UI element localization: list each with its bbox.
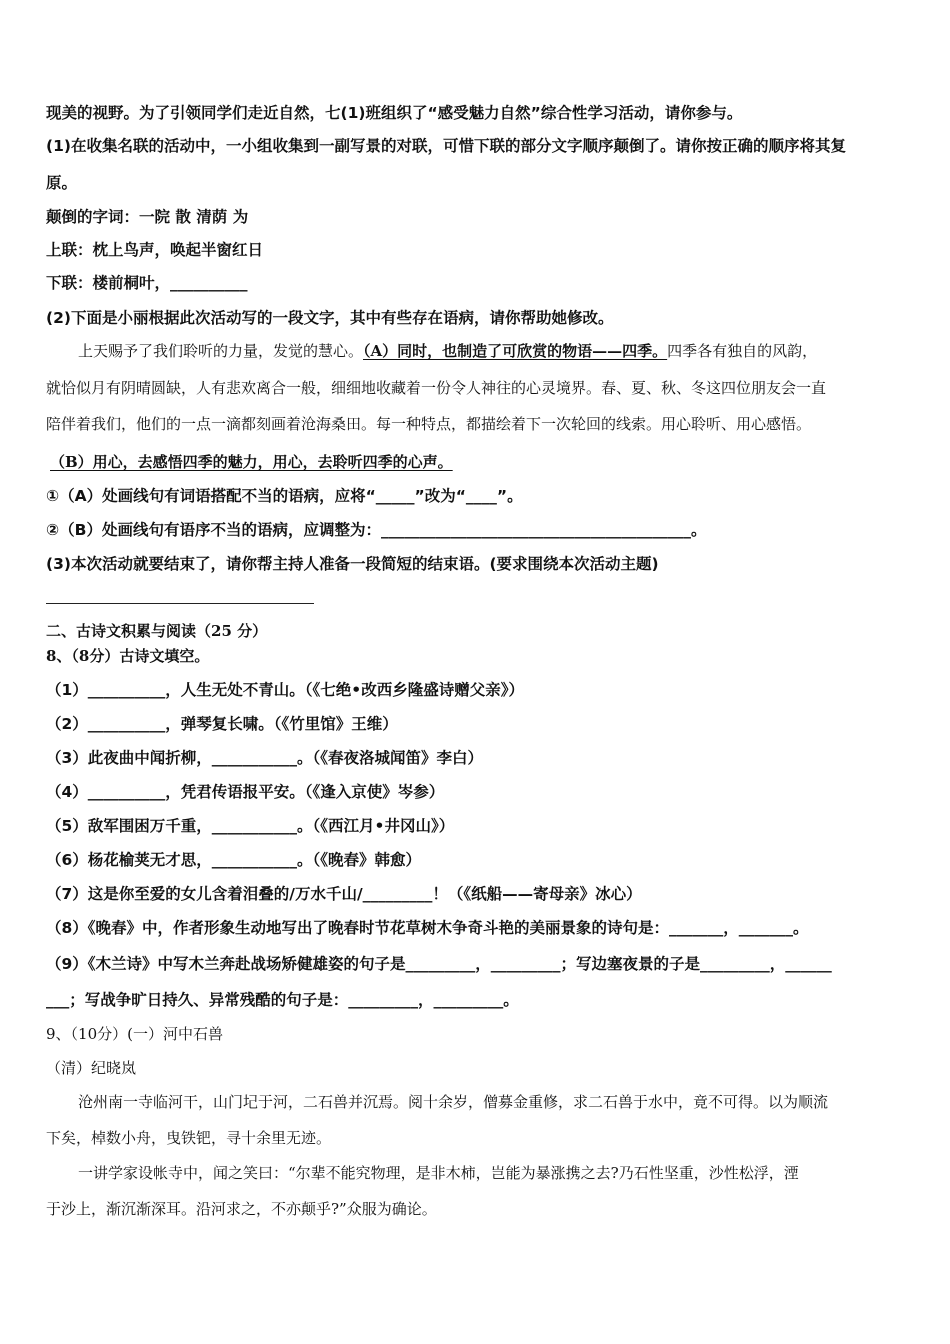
q9-author: （清）纪晓岚	[46, 1059, 137, 1077]
section-2-title: 二、古诗文积累与阅读（25 分）	[46, 622, 268, 640]
q1-stem: (1)在收集名联的活动中，一小组收集到一副写景的对联，可惜下联的部分文字顺序颠倒了。请你按正确的顺序将其复	[46, 137, 846, 155]
q8-item-1: （1）__________，人生无处不青山。（《七绝•改西乡隆盛诗赠父亲》）	[46, 681, 524, 699]
q1-stem-cont: 原。	[46, 174, 78, 192]
q2-stem: (2)下面是小丽根据此次活动写的一段文字，其中有些存在语病，请你帮助她修改。	[46, 309, 614, 327]
q2-sentence-a: （A）同时，也制造了可欣赏的物语——四季。	[363, 342, 668, 360]
q8-item-2: （2）__________，弹琴复长啸。（《竹里馆》王维）	[46, 715, 398, 733]
q9-passage-line-3: 一讲学家设帐寺中，闻之笑曰：“尔辈不能究物理，是非木柿，岂能为暴涨携之去?乃石性坚重，沙性松浮，湮	[78, 1164, 799, 1182]
q9-passage-line-2: 下矣，棹数小舟，曳铁钯，寻十余里无迹。	[46, 1129, 332, 1147]
q1-lower-couplet: 下联：楼前桐叶，__________	[46, 274, 248, 292]
q8-item-6: （6）杨花榆荚无才思，___________。（《晚春》韩愈）	[46, 851, 422, 869]
q9-passage-line-4: 于沙上，渐沉渐深耳。沿河求之，不亦颠乎?”众服为确论。	[46, 1200, 437, 1218]
q2-passage-text: 上天赐予了我们聆听的力量，发觉的慧心。	[78, 342, 364, 360]
q2-passage-line-1	[78, 341, 948, 361]
q1-upper-couplet: 上联：枕上鸟声，唤起半窗红日	[46, 241, 264, 259]
q8-item-9: （9）《木兰诗》中写木兰奔赴战场矫健雄姿的句子是_________，_________；写边塞夜景的子是_________，______	[46, 955, 832, 973]
answer-line	[46, 603, 314, 604]
q1-words: 颠倒的字词：一院 散 清荫 为	[46, 208, 249, 226]
q8-item-3: （3）此夜曲中闻折柳，___________。（《春夜洛城闻笛》李白）	[46, 749, 484, 767]
q2-sub-2: ②（B）处画线句有语序不当的语病，应调整为：________________________________________。	[46, 521, 707, 539]
q2-passage-text: 四季各有独自的风韵，	[667, 342, 818, 360]
q8-item-5: （5）敌军围困万千重，___________。（《西江月•井冈山》）	[46, 817, 455, 835]
q9-passage-line-1: 沧州南一寺临河干，山门圮于河，二石兽并沉焉。阅十余岁，僧募金重修，求二石兽于水中，竟不可得。以为顺流	[78, 1093, 829, 1111]
q8-item-8: （8）《晚春》中，作者形象生动地写出了晚春时节花草树木争奇斗艳的美丽景象的诗句是：_______，_______。	[46, 919, 809, 937]
intro-line: 现美的视野。为了引领同学们走近自然，七(1)班组织了“感受魅力自然”综合性学习活动，请你参与。	[46, 104, 743, 122]
q3-stem: (3)本次活动就要结束了，请你帮主持人准备一段简短的结束语。(要求围绕本次活动主题)	[46, 555, 659, 573]
q8-item-7: （7）这是你至爱的女儿含着泪叠的/万水千山/_________！（《纸船——寄母亲》冰心）	[46, 885, 642, 903]
q2-passage-line-2: 就恰似月有阴晴圆缺，人有悲欢离合一般，细细地收藏着一份令人神往的心灵境界。春、夏、秋、冬这四位朋友会一直	[46, 379, 827, 397]
q2-passage-line-3: 陪伴着我们，他们的一点一滴都刻画着沧海桑田。每一种特点，都描绘着下一次轮回的线索。用心聆听、用心感悟。	[46, 415, 812, 433]
q2-sub-1: ①（A）处画线句有词语搭配不当的语病，应将“_____”改为“____”。	[46, 487, 523, 505]
q9-stem: 9、（10分）(一）河中石兽	[46, 1025, 223, 1043]
q8-item-4: （4）__________，凭君传语报平安。（《逢入京使》岑参）	[46, 783, 445, 801]
q2-sentence-b: （B）用心，去感悟四季的魅力，用心，去聆听四季的心声。	[50, 453, 453, 471]
q8-stem: 8、（8分）古诗文填空。	[46, 647, 210, 665]
q8-item-9-cont: ___；写战争旷日持久、异常残酷的句子是：_________，_________。	[46, 991, 519, 1009]
